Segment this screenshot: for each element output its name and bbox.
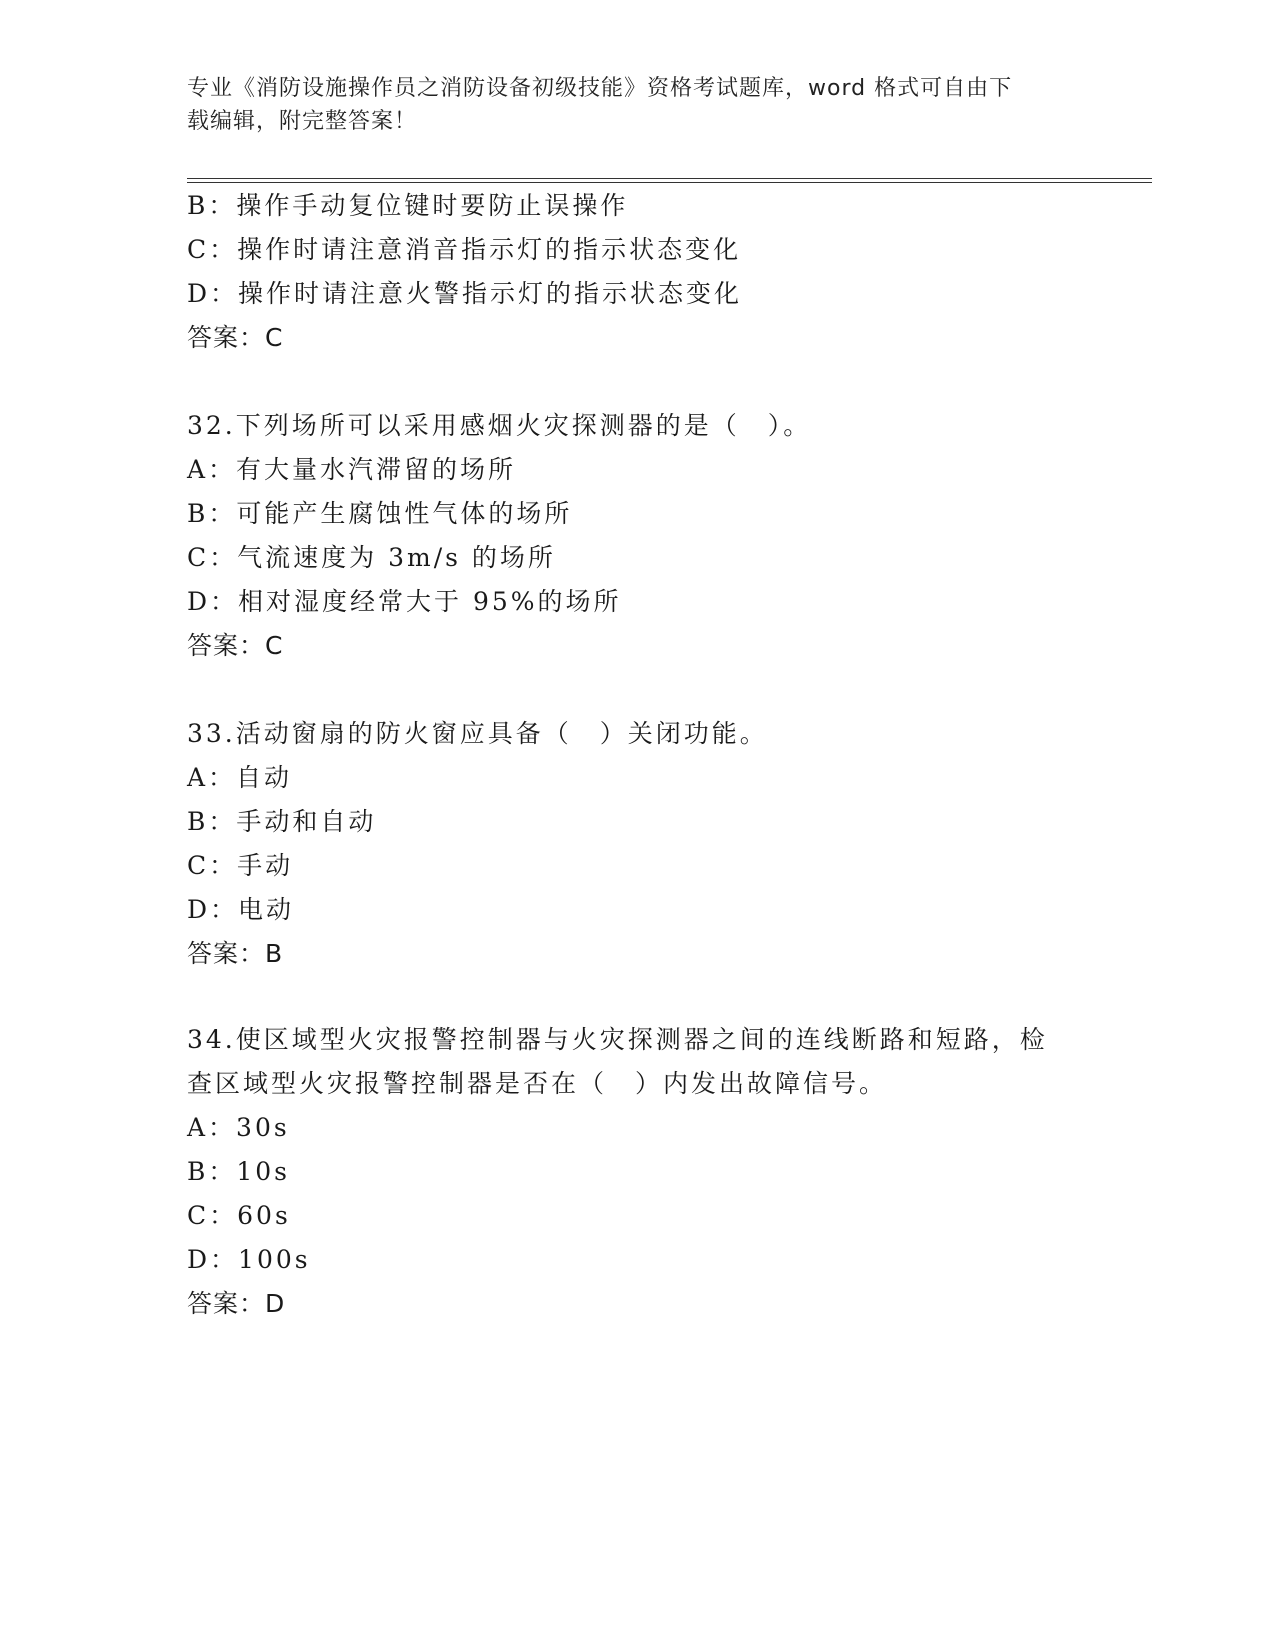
q33-option-c: C：手动 — [187, 851, 294, 880]
q31-option-d: D：操作时请注意火警指示灯的指示状态变化 — [187, 279, 743, 308]
q32-option-a: A：有大量水汽滞留的场所 — [187, 455, 517, 484]
q34-question-line-1: 34.使区域型火灾报警控制器与火灾探测器之间的连线断路和短路，检 — [187, 1025, 1048, 1054]
q32-option-b: B：可能产生腐蚀性气体的场所 — [187, 499, 573, 528]
q32-question: 32.下列场所可以采用感烟火灾探测器的是（ ）。 — [187, 411, 812, 440]
header-divider-top — [187, 178, 1152, 179]
q33-question: 33.活动窗扇的防火窗应具备（ ）关闭功能。 — [187, 719, 768, 748]
q32-option-d: D：相对湿度经常大于 95%的场所 — [187, 587, 622, 616]
q31-option-b: B：操作手动复位键时要防止误操作 — [187, 191, 629, 220]
header-line-2: 载编辑，附完整答案！ — [187, 109, 418, 134]
q31-answer: 答案：C — [187, 323, 284, 352]
q33-option-a: A：自动 — [187, 763, 293, 792]
document-header — [187, 72, 1067, 138]
q34-option-d: D：100s — [187, 1245, 311, 1274]
q32-option-c: C：气流速度为 3m/s 的场所 — [187, 543, 556, 572]
q34-option-a: A：30s — [187, 1113, 290, 1142]
q34-answer: 答案：D — [187, 1289, 286, 1318]
q32-answer: 答案：C — [187, 631, 284, 660]
header-line-1: 专业《消防设施操作员之消防设备初级技能》资格考试题库，word 格式可自由下 — [187, 76, 1013, 101]
q33-option-d: D：电动 — [187, 895, 295, 924]
q34-question-line-2: 查区域型火灾报警控制器是否在（ ）内发出故障信号。 — [187, 1069, 888, 1098]
q33-option-b: B：手动和自动 — [187, 807, 377, 836]
q34-option-b: B：10s — [187, 1157, 291, 1186]
q33-answer: 答案：B — [187, 939, 284, 968]
q34-option-c: C：60s — [187, 1201, 291, 1230]
header-divider-bottom — [187, 182, 1152, 183]
q31-option-c: C：操作时请注意消音指示灯的指示状态变化 — [187, 235, 742, 264]
